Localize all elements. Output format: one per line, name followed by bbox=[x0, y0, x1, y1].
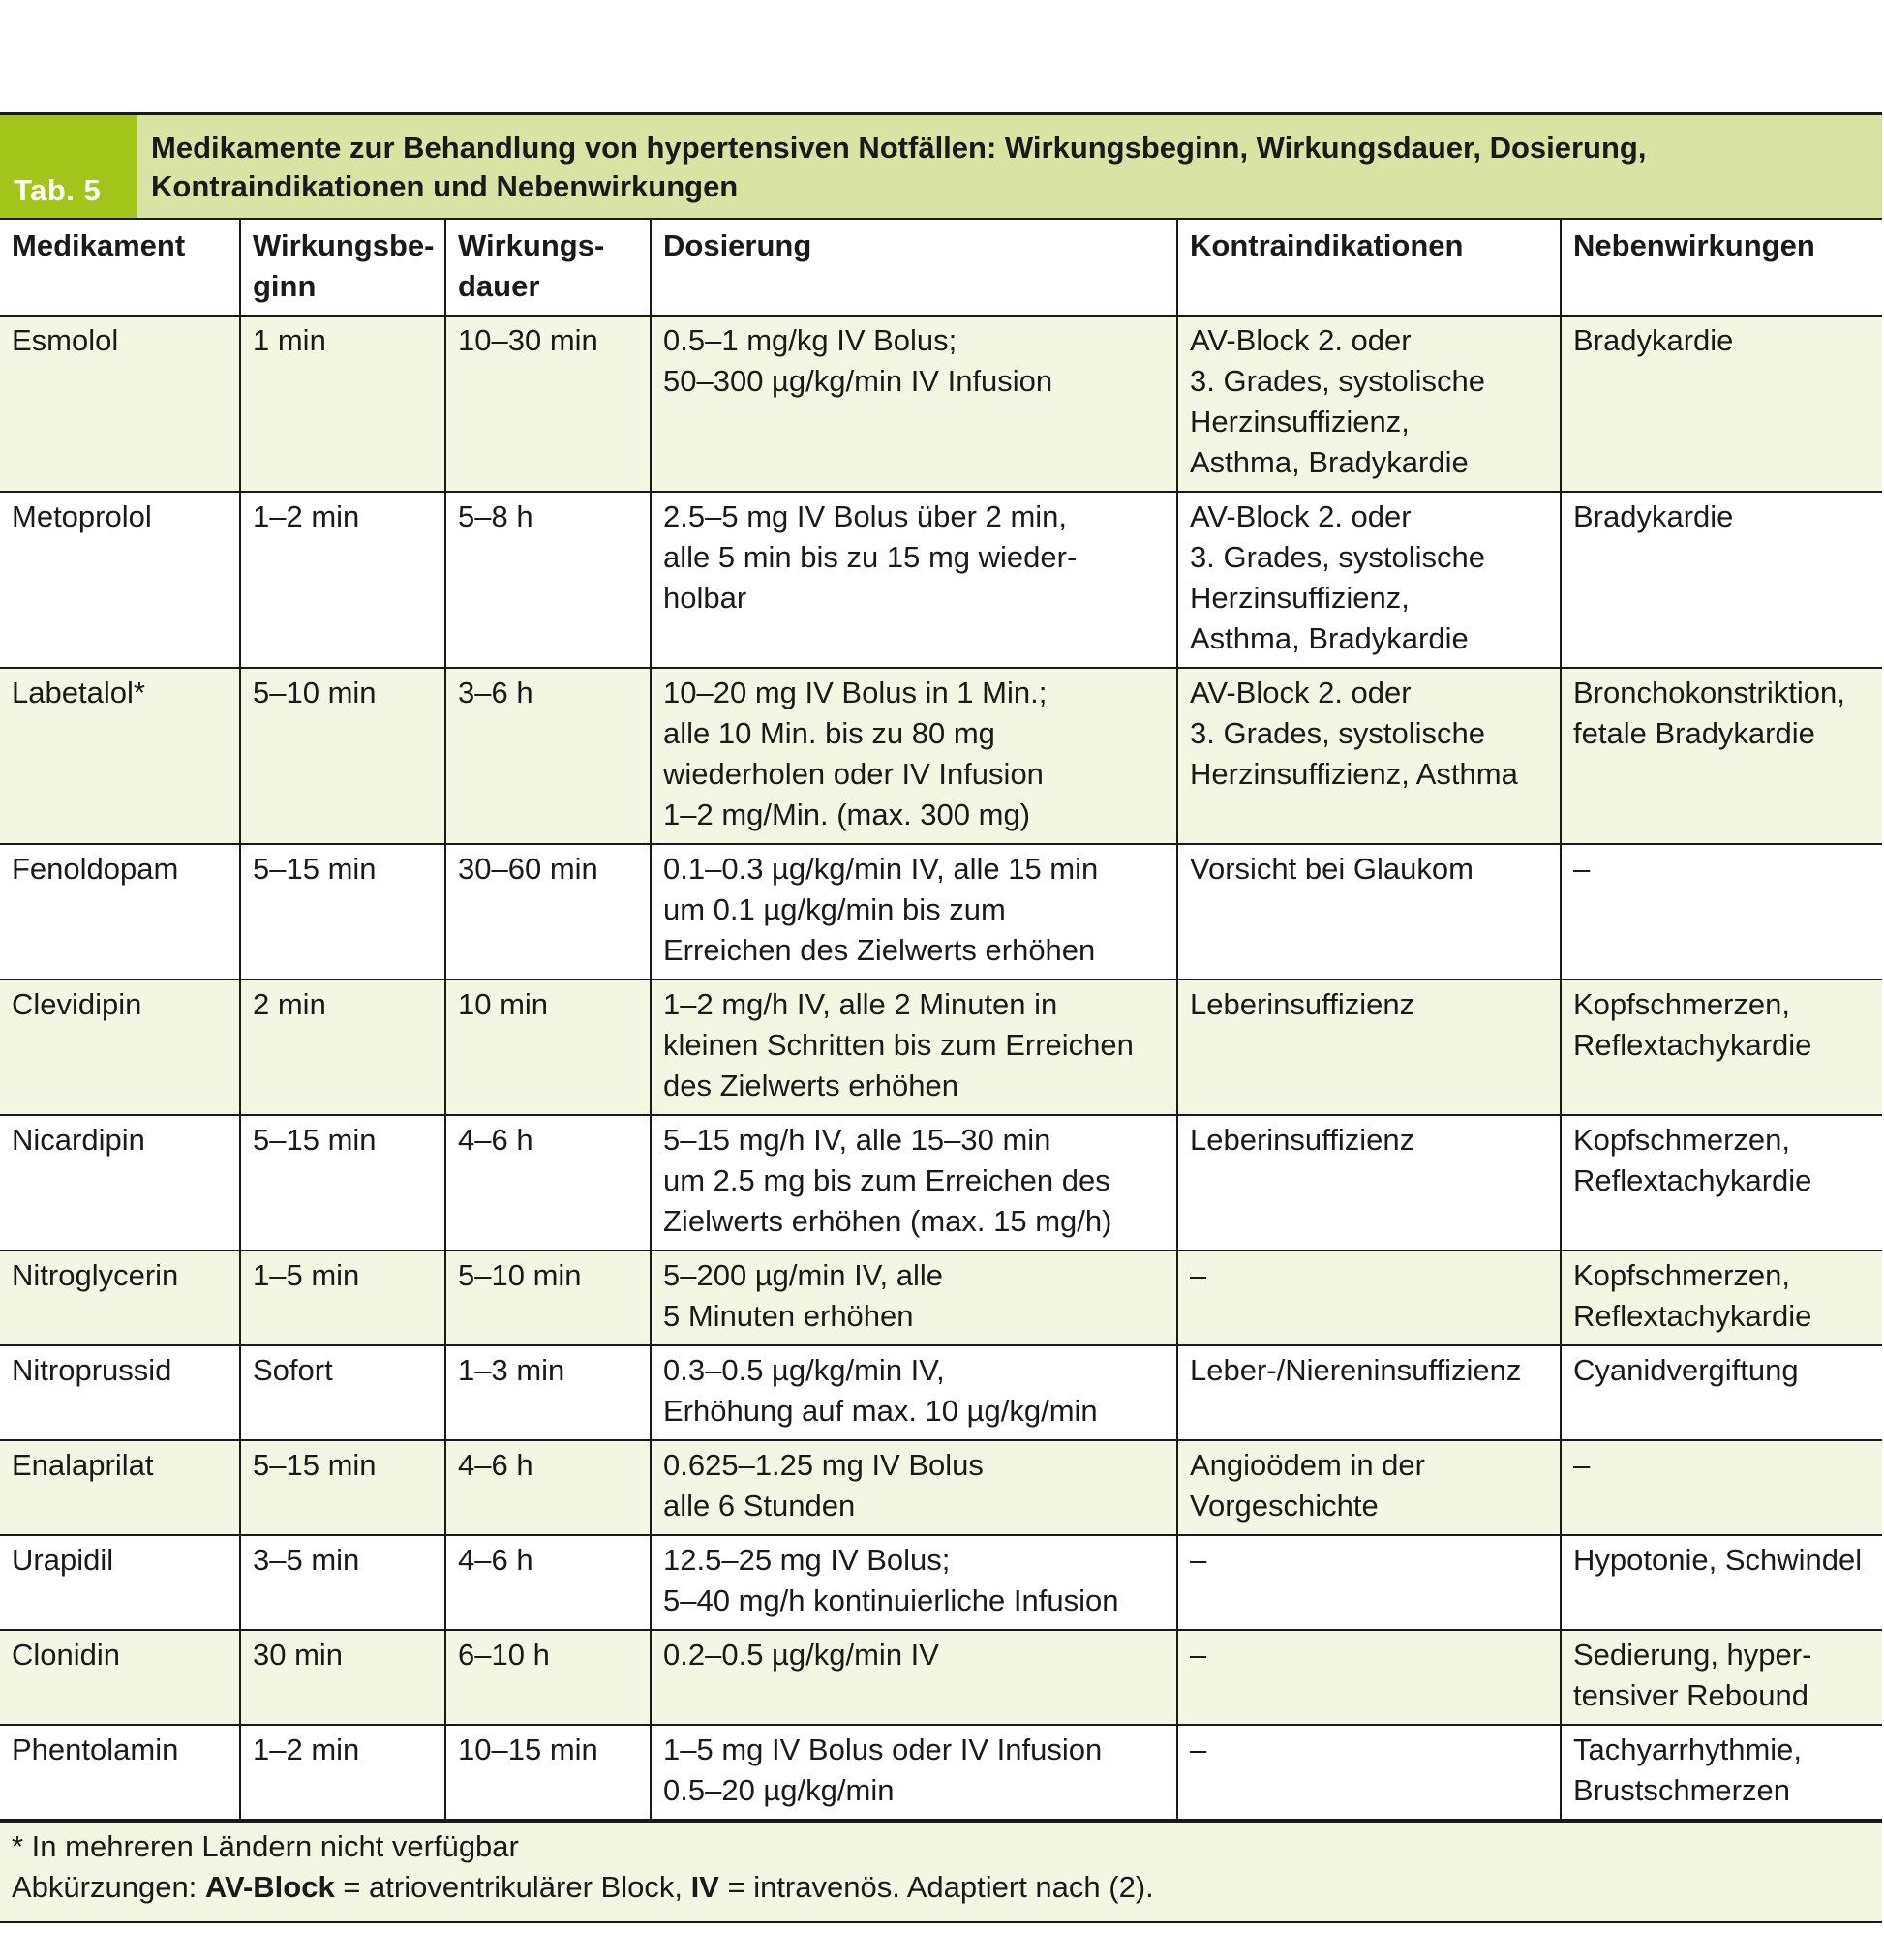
cell-kontraindikationen: Leberinsuffizienz bbox=[1177, 1115, 1561, 1251]
table-row bbox=[0, 1251, 1882, 1345]
cell-nebenwirkungen: Kopfschmerzen, Reflextachykardie bbox=[1561, 980, 1882, 1115]
cell-wirkungsbeginn: 5–15 min bbox=[240, 1115, 445, 1251]
table-row bbox=[0, 1630, 1882, 1725]
cell-nebenwirkungen: Cyanidvergiftung bbox=[1561, 1345, 1882, 1440]
cell-kontraindikationen: AV-Block 2. oder 3. Grades, systolische Herzinsuffizienz, Asthma, Bradykardie bbox=[1177, 316, 1561, 492]
cell-wirkungsdauer: 6–10 h bbox=[445, 1630, 651, 1725]
cell-wirkungsbeginn: 5–15 min bbox=[240, 844, 445, 980]
drug-table bbox=[0, 112, 1882, 1923]
cell-nebenwirkungen: – bbox=[1561, 844, 1882, 980]
cell-wirkungsdauer: 3–6 h bbox=[445, 668, 651, 844]
table-row bbox=[0, 980, 1882, 1115]
cell-nebenwirkungen: Bradykardie bbox=[1561, 316, 1882, 492]
cell-nebenwirkungen: Hypotonie, Schwindel bbox=[1561, 1535, 1882, 1630]
table-row bbox=[0, 492, 1882, 668]
column-header-wirkungsdauer: Wirkungs- dauer bbox=[445, 220, 651, 316]
cell-dosierung: 0.3–0.5 µg/kg/min IV, Erhöhung auf max. 10 µg/kg/min bbox=[651, 1345, 1177, 1440]
cell-wirkungsdauer: 5–10 min bbox=[445, 1251, 651, 1345]
cell-medikament: Clonidin bbox=[0, 1630, 240, 1725]
cell-wirkungsbeginn: 1–5 min bbox=[240, 1251, 445, 1345]
cell-wirkungsdauer: 30–60 min bbox=[445, 844, 651, 980]
cell-dosierung: 0.1–0.3 µg/kg/min IV, alle 15 min um 0.1 µg/kg/min bis zum Erreichen des Zielwerts erhöhen bbox=[651, 844, 1177, 980]
cell-medikament: Fenoldopam bbox=[0, 844, 240, 980]
cell-wirkungsbeginn: 30 min bbox=[240, 1630, 445, 1725]
cell-kontraindikationen: AV-Block 2. oder 3. Grades, systolische Herzinsuffizienz, Asthma bbox=[1177, 668, 1561, 844]
cell-medikament: Esmolol bbox=[0, 316, 240, 492]
cell-wirkungsdauer: 1–3 min bbox=[445, 1345, 651, 1440]
cell-nebenwirkungen: Sedierung, hyper- tensiver Rebound bbox=[1561, 1630, 1882, 1725]
table-row bbox=[0, 1440, 1882, 1535]
cell-medikament: Nitroglycerin bbox=[0, 1251, 240, 1345]
cell-kontraindikationen: Angioödem in der Vorgeschichte bbox=[1177, 1440, 1561, 1535]
column-header-kontraindikationen: Kontraindikationen bbox=[1177, 220, 1561, 316]
cell-nebenwirkungen: Tachyarrhythmie, Brustschmerzen bbox=[1561, 1725, 1882, 1820]
cell-wirkungsbeginn: 1–2 min bbox=[240, 492, 445, 668]
table-caption: Medikamente zur Behandlung von hypertensiven Notfällen: Wirkungsbeginn, Wirkungsdauer, Dosierung, Kontraindikationen und Nebenwirkungen bbox=[137, 115, 1882, 218]
cell-nebenwirkungen: Bronchokonstriktion, fetale Bradykardie bbox=[1561, 668, 1882, 844]
cell-wirkungsbeginn: 5–10 min bbox=[240, 668, 445, 844]
column-header-wirkungsbeginn: Wirkungsbe- ginn bbox=[240, 220, 445, 316]
cell-kontraindikationen: – bbox=[1177, 1251, 1561, 1345]
column-header-nebenwirkungen: Nebenwirkungen bbox=[1561, 220, 1882, 316]
cell-medikament: Labetalol* bbox=[0, 668, 240, 844]
cell-medikament: Nicardipin bbox=[0, 1115, 240, 1251]
cell-wirkungsdauer: 4–6 h bbox=[445, 1440, 651, 1535]
cell-dosierung: 0.2–0.5 µg/kg/min IV bbox=[651, 1630, 1177, 1725]
cell-wirkungsbeginn: 1–2 min bbox=[240, 1725, 445, 1820]
cell-nebenwirkungen: Bradykardie bbox=[1561, 492, 1882, 668]
cell-kontraindikationen: – bbox=[1177, 1630, 1561, 1725]
cell-wirkungsdauer: 10–15 min bbox=[445, 1725, 651, 1820]
table-row bbox=[0, 1115, 1882, 1251]
table-row bbox=[0, 668, 1882, 844]
cell-wirkungsbeginn: Sofort bbox=[240, 1345, 445, 1440]
cell-wirkungsbeginn: 1 min bbox=[240, 316, 445, 492]
medication-table bbox=[0, 220, 1882, 1821]
cell-nebenwirkungen: Kopfschmerzen, Reflextachykardie bbox=[1561, 1251, 1882, 1345]
cell-kontraindikationen: Vorsicht bei Glaukom bbox=[1177, 844, 1561, 980]
table-header-bar bbox=[0, 115, 1882, 220]
cell-wirkungsdauer: 10 min bbox=[445, 980, 651, 1115]
cell-medikament: Urapidil bbox=[0, 1535, 240, 1630]
cell-nebenwirkungen: Kopfschmerzen, Reflextachykardie bbox=[1561, 1115, 1882, 1251]
cell-kontraindikationen: AV-Block 2. oder 3. Grades, systolische Herzinsuffizienz, Asthma, Bradykardie bbox=[1177, 492, 1561, 668]
cell-medikament: Clevidipin bbox=[0, 980, 240, 1115]
table-row bbox=[0, 1725, 1882, 1820]
table-row bbox=[0, 1345, 1882, 1440]
cell-wirkungsdauer: 5–8 h bbox=[445, 492, 651, 668]
cell-medikament: Metoprolol bbox=[0, 492, 240, 668]
cell-nebenwirkungen: – bbox=[1561, 1440, 1882, 1535]
footnote-abbreviations: Abkürzungen: AV-Block = atrioventrikulärer Block, IV = intravenös. Adaptiert nach (2). bbox=[12, 1870, 1154, 1904]
column-header-row bbox=[0, 220, 1882, 316]
cell-wirkungsdauer: 10–30 min bbox=[445, 316, 651, 492]
cell-kontraindikationen: Leberinsuffizienz bbox=[1177, 980, 1561, 1115]
cell-dosierung: 1–5 mg IV Bolus oder IV Infusion 0.5–20 µg/kg/min bbox=[651, 1725, 1177, 1820]
table-row bbox=[0, 844, 1882, 980]
cell-dosierung: 1–2 mg/h IV, alle 2 Minuten in kleinen Schritten bis zum Erreichen des Zielwerts erhöhen bbox=[651, 980, 1177, 1115]
cell-dosierung: 0.625–1.25 mg IV Bolus alle 6 Stunden bbox=[651, 1440, 1177, 1535]
cell-dosierung: 12.5–25 mg IV Bolus; 5–40 mg/h kontinuierliche Infusion bbox=[651, 1535, 1177, 1630]
cell-wirkungsdauer: 4–6 h bbox=[445, 1115, 651, 1251]
cell-dosierung: 10–20 mg IV Bolus in 1 Min.; alle 10 Min. bis zu 80 mg wiederholen oder IV Infusion 1–2 mg/Min. (max. 300 mg) bbox=[651, 668, 1177, 844]
abbrev-term-iv: IV bbox=[690, 1870, 719, 1904]
cell-wirkungsdauer: 4–6 h bbox=[445, 1535, 651, 1630]
cell-dosierung: 2.5–5 mg IV Bolus über 2 min, alle 5 min bis zu 15 mg wieder- holbar bbox=[651, 492, 1177, 668]
table-row bbox=[0, 316, 1882, 492]
cell-medikament: Phentolamin bbox=[0, 1725, 240, 1820]
table-footnotes bbox=[0, 1821, 1882, 1921]
cell-wirkungsbeginn: 2 min bbox=[240, 980, 445, 1115]
column-header-dosierung: Dosierung bbox=[651, 220, 1177, 316]
table-body bbox=[0, 316, 1882, 1820]
cell-wirkungsbeginn: 5–15 min bbox=[240, 1440, 445, 1535]
cell-medikament: Nitroprussid bbox=[0, 1345, 240, 1440]
abbrev-term-av-block: AV-Block bbox=[204, 1870, 335, 1904]
cell-dosierung: 5–15 mg/h IV, alle 15–30 min um 2.5 mg bis zum Erreichen des Zielwerts erhöhen (max. 15 mg/h) bbox=[651, 1115, 1177, 1251]
cell-medikament: Enalaprilat bbox=[0, 1440, 240, 1535]
table-number-badge: Tab. 5 bbox=[0, 115, 137, 218]
cell-kontraindikationen: Leber-/Niereninsuffizienz bbox=[1177, 1345, 1561, 1440]
cell-kontraindikationen: – bbox=[1177, 1535, 1561, 1630]
cell-dosierung: 5–200 µg/min IV, alle 5 Minuten erhöhen bbox=[651, 1251, 1177, 1345]
cell-wirkungsbeginn: 3–5 min bbox=[240, 1535, 445, 1630]
cell-kontraindikationen: – bbox=[1177, 1725, 1561, 1820]
cell-dosierung: 0.5–1 mg/kg IV Bolus; 50–300 µg/kg/min IV Infusion bbox=[651, 316, 1177, 492]
table-row bbox=[0, 1535, 1882, 1630]
footnote-availability: * In mehreren Ländern nicht verfügbar bbox=[12, 1829, 519, 1863]
column-header-medikament: Medikament bbox=[0, 220, 240, 316]
